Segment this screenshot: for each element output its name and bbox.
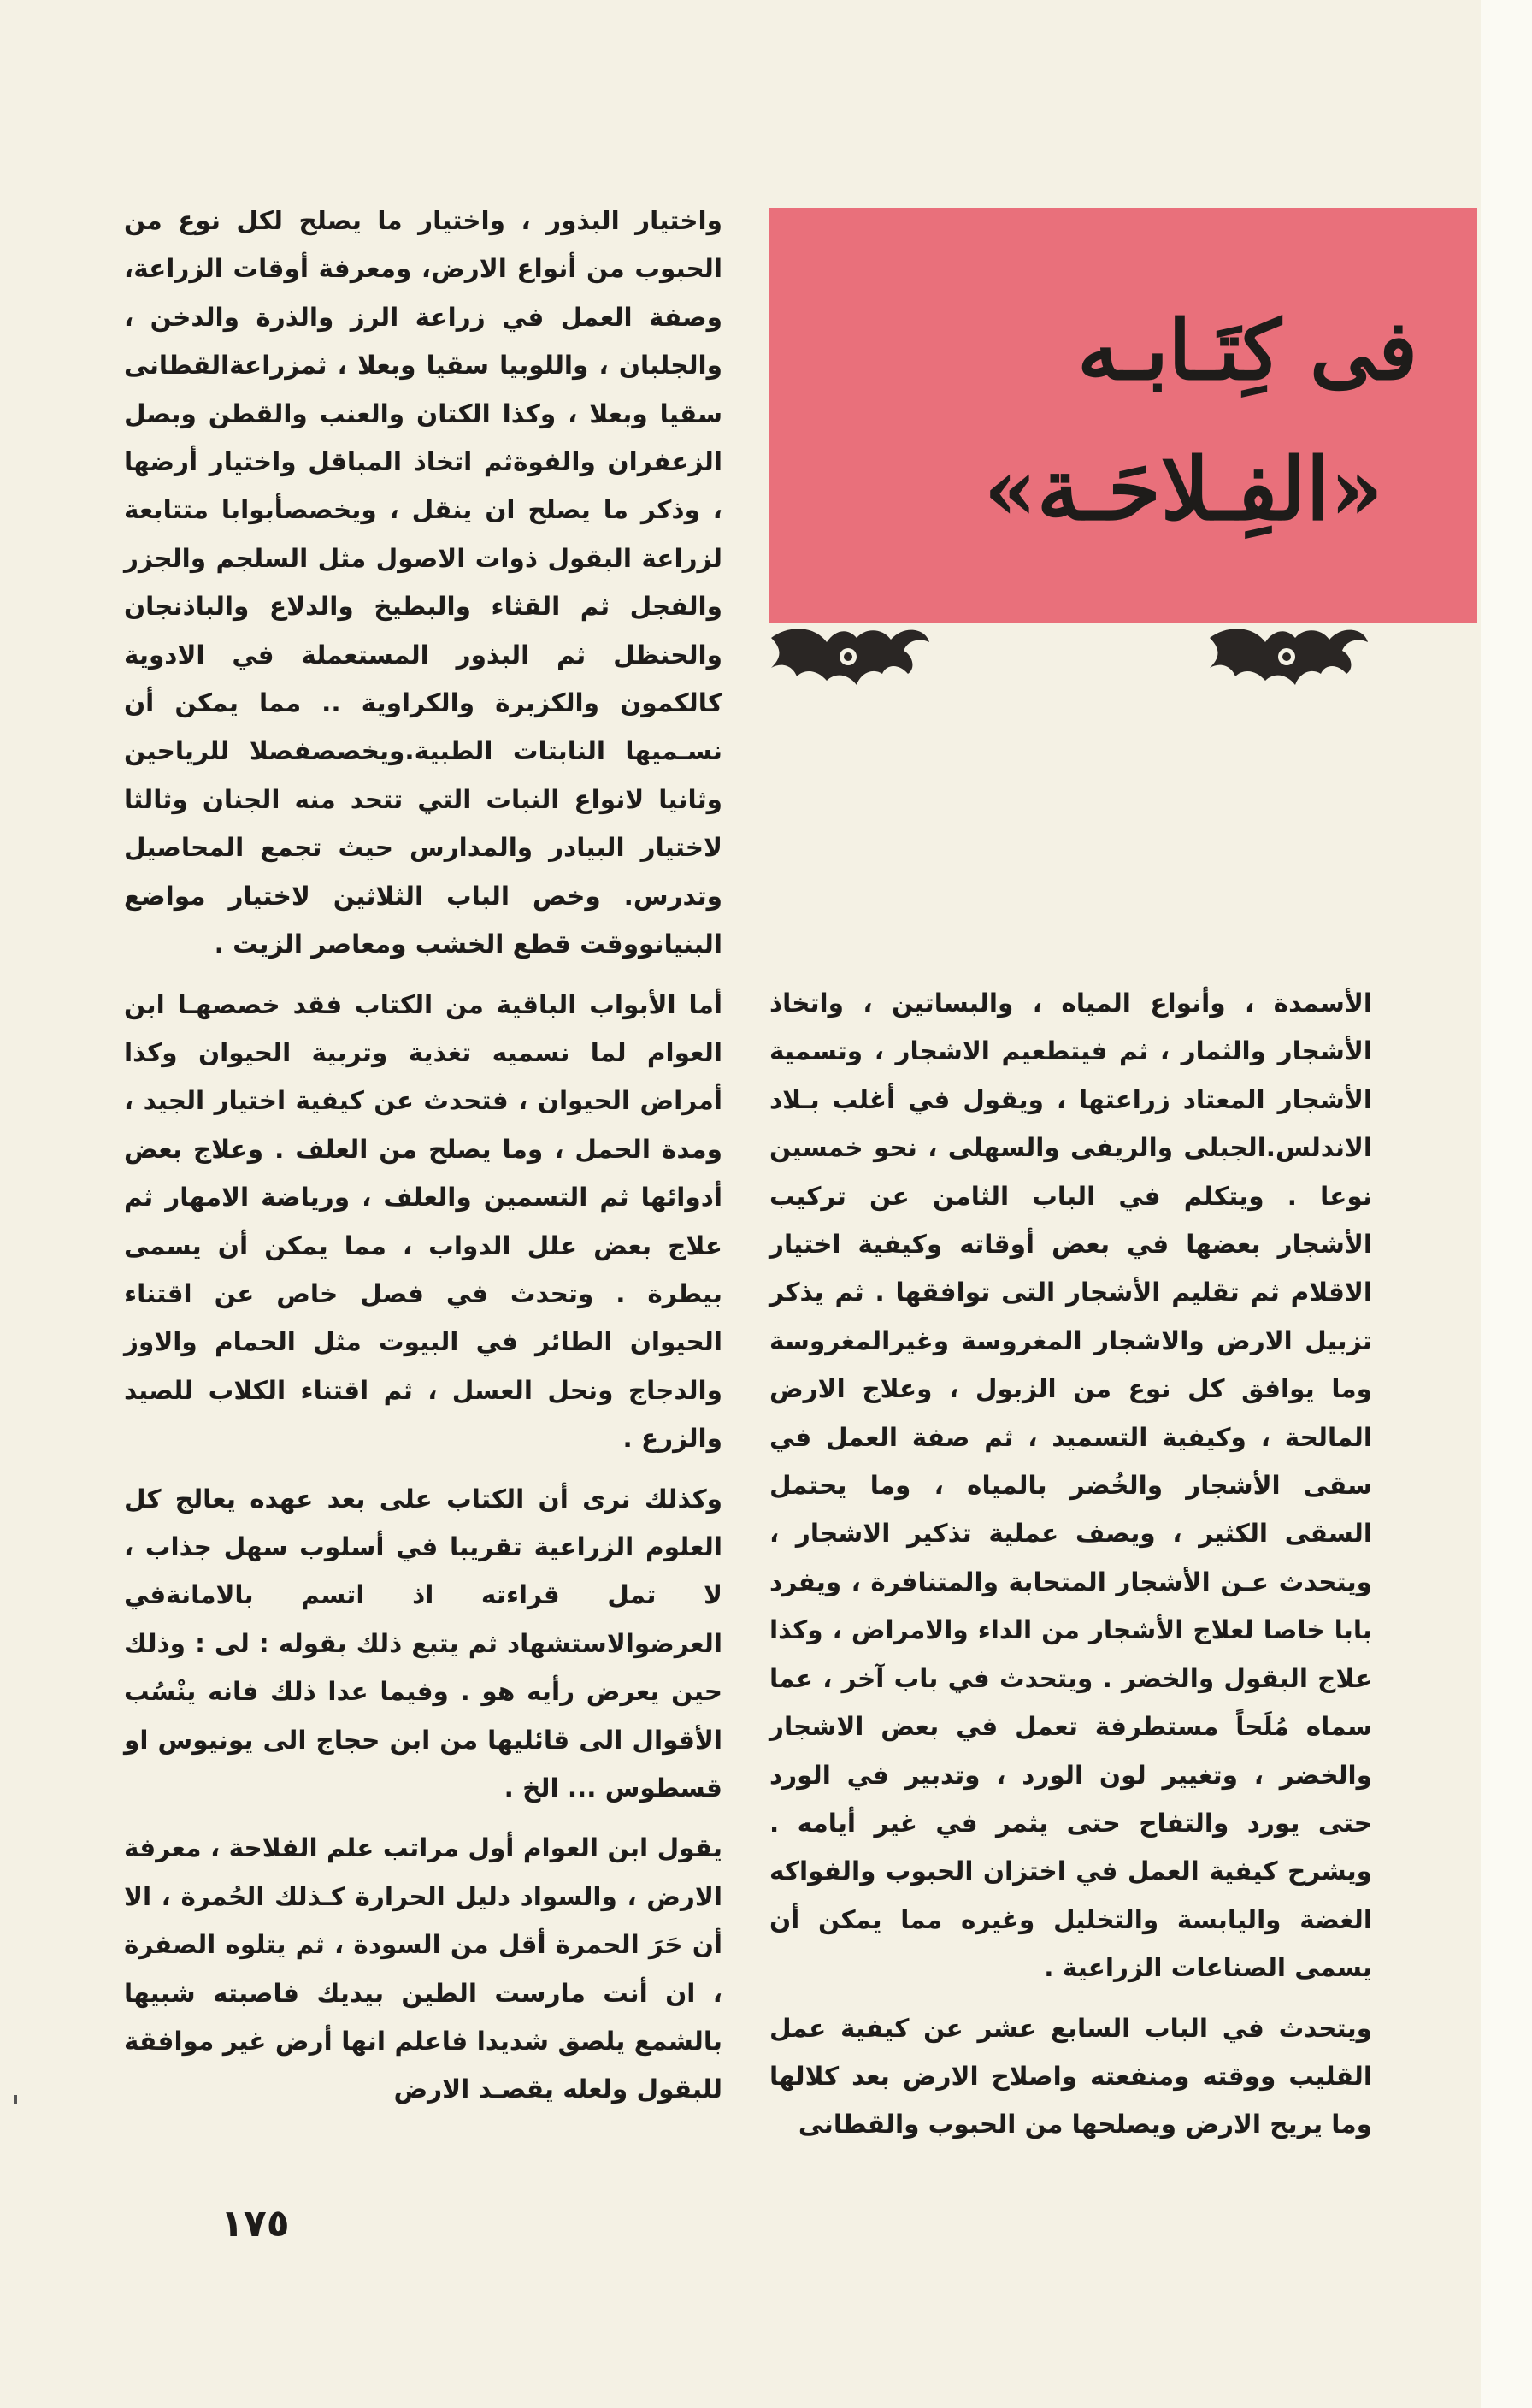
paragraph: الأسمدة ، وأنواع المياه ، والبساتين ، واتخاذ الأشجار والثمار ، ثم فيتطعيم الاشجار ، وتسمية الأشجار المعتاد زراعتها ، ويقول في أغلب بـلاد الاندلس.الجبلى والريفى والسهلى ، نحو خمسين نوعا . ويتكلم في الباب الثامن عن تركيب الأشجار بعضها في بعض أوقاته وكيفية اختيار الاقلام ثم تقليم الأشجار التى توافقها . ثم يذكر تزبيل الارض والاشجار المغروسة وغيرالمغروسة وما يوافق كل نوع من الزبول ، وعلاج الارض المالحة ، وكيفية التسميد ، ثم صفة العمل في سقى الأشجار والخُضر بالمياه ، وما يحتمل السقى الكثير ، ويصف عملية تذكير الاشجار ، ويتحدث عـن الأشجار المتحابة والمتنافرة ، ويفرد بابا خاصا لعلاج الأشجار من الداء والامراض ، وكذا علاج البقول والخضر . ويتحدث في باب آخر ، عما سماه مُلَحاً مستطرفة تعمل في بعض الاشجار والخضر ، وتغيير لون الورد ، وتدبير في الورد حتى يورد والتفاح حتى يثمر في غير أيامه . ويشرح كيفية العمل في اختزان الحبوب والفواكه الغضة واليابسة والتخليل وغيره مما يمكن أن يسمى الصناعات الزراعية . bbox=[769, 989, 1372, 1983]
paragraph: وكذلك نرى أن الكتاب على بعد عهده يعالج كل العلوم الزراعية تقريبا في أسلوب سهل جذاب ، لا تمل قراءته اذ اتسم بالامانةفي العرضوالاستشهاد ثم يتبع ذلك بقوله : لى : وذلك حين يعرض رأيه هو . وفيما عدا ذلك فانه ينْسُب الأقوال الى قائليها من ابن حجاج الى يونيوس او قسطوس ... الخ . bbox=[124, 1484, 722, 1803]
article-title-line-2: «الفِـلاحَـة» bbox=[983, 439, 1383, 540]
paragraph: أما الأبواب الباقية من الكتاب فقد خصصهـا ابن العوام لما نسميه تغذية وتربية الحيوان وكذا أمراض الحيوان ، فتحدث عن كيفية اختيار الجيد ، ومدة الحمل ، وما يصلح من العلف . وعلاج بعض أدوائها ثم التسمين والعلف ، ورياضة الامهار ثم علاج بعض علل الدواب ، مما يمكن أن يسمى بيطرة . وتحدث في فصل خاص عن اقتناء الحيوان الطائر في البيوت مثل الحمام والاوز والدجاج ونحل العسل ، ثم اقتناء الكلاب للصيد والزرع . bbox=[124, 989, 722, 1454]
print-speck bbox=[14, 2095, 17, 2104]
right-text-column bbox=[769, 979, 1372, 2161]
page-number: ١٧٥ bbox=[221, 2202, 290, 2246]
left-text-column bbox=[124, 197, 722, 2126]
paragraph: يقول ابن العوام أول مراتب علم الفلاحة ، معرفة الارض ، والسواد دليل الحرارة كـذلك الحُمرة ، الا أن حَرَ الحمرة أقل من السودة ، ثم يتلوه الصفرة ، ان أنت مارست الطين بيديك فاصبته شبيها بالشمع يلصق شديدا فاعلم انها أرض غير موافقة للبقول ولعله يقصـد الارض bbox=[124, 1833, 722, 2104]
paragraph: واختيار البذور ، واختيار ما يصلح لكل نوع من الحبوب من أنواع الارض، ومعرفة أوقات الزراعة، وصفة العمل في زراعة الرز والذرة والدخن ، والجلبان ، واللوبيا سقيا وبعلا ، ثمزراعةالقطانى سقيا وبعلا ، وكذا الكتان والعنب والقطن وبصل الزعفران والفوةثم اتخاذ المباقل واختيار أرضها ، وذكر ما يصلح ان ينقل ، ويخصصأبوابا متتابعة لزراعة البقول ذوات الاصول مثل السلجم والجزر والفجل ثم القثاء والبطيخ والدلاع والباذنجان والحنظل ثم البذور المستعملة في الادوية كالكمون والكزبرة والكراوية .. مما يمكن أن نسـميها النابتات الطبية.ويخصصفصلا للرياحين وثانيا لانواع النبات التي تتحد منه الجنان وثالثا لاختيار البيادر والمدارس حيث تجمع المحاصيل وتدرس. وخص الباب الثلاثين لاختيار مواضع البنيانووقت قطع الخشب ومعاصر الزيت . bbox=[124, 206, 722, 959]
page-margin bbox=[1481, 0, 1532, 2408]
ornament-right-icon bbox=[1201, 621, 1372, 698]
paragraph: ويتحدث في الباب السابع عشر عن كيفية عمل القليب ووقته ومنفعته واصلاح الارض بعد كلالها وما يريح الارض ويصلحها من الحبوب والقطانى bbox=[769, 2013, 1372, 2139]
article-title-line-1: فى كِتَـابـه bbox=[1077, 302, 1417, 398]
title-banner bbox=[769, 208, 1477, 623]
ornament-left-icon bbox=[763, 621, 934, 698]
